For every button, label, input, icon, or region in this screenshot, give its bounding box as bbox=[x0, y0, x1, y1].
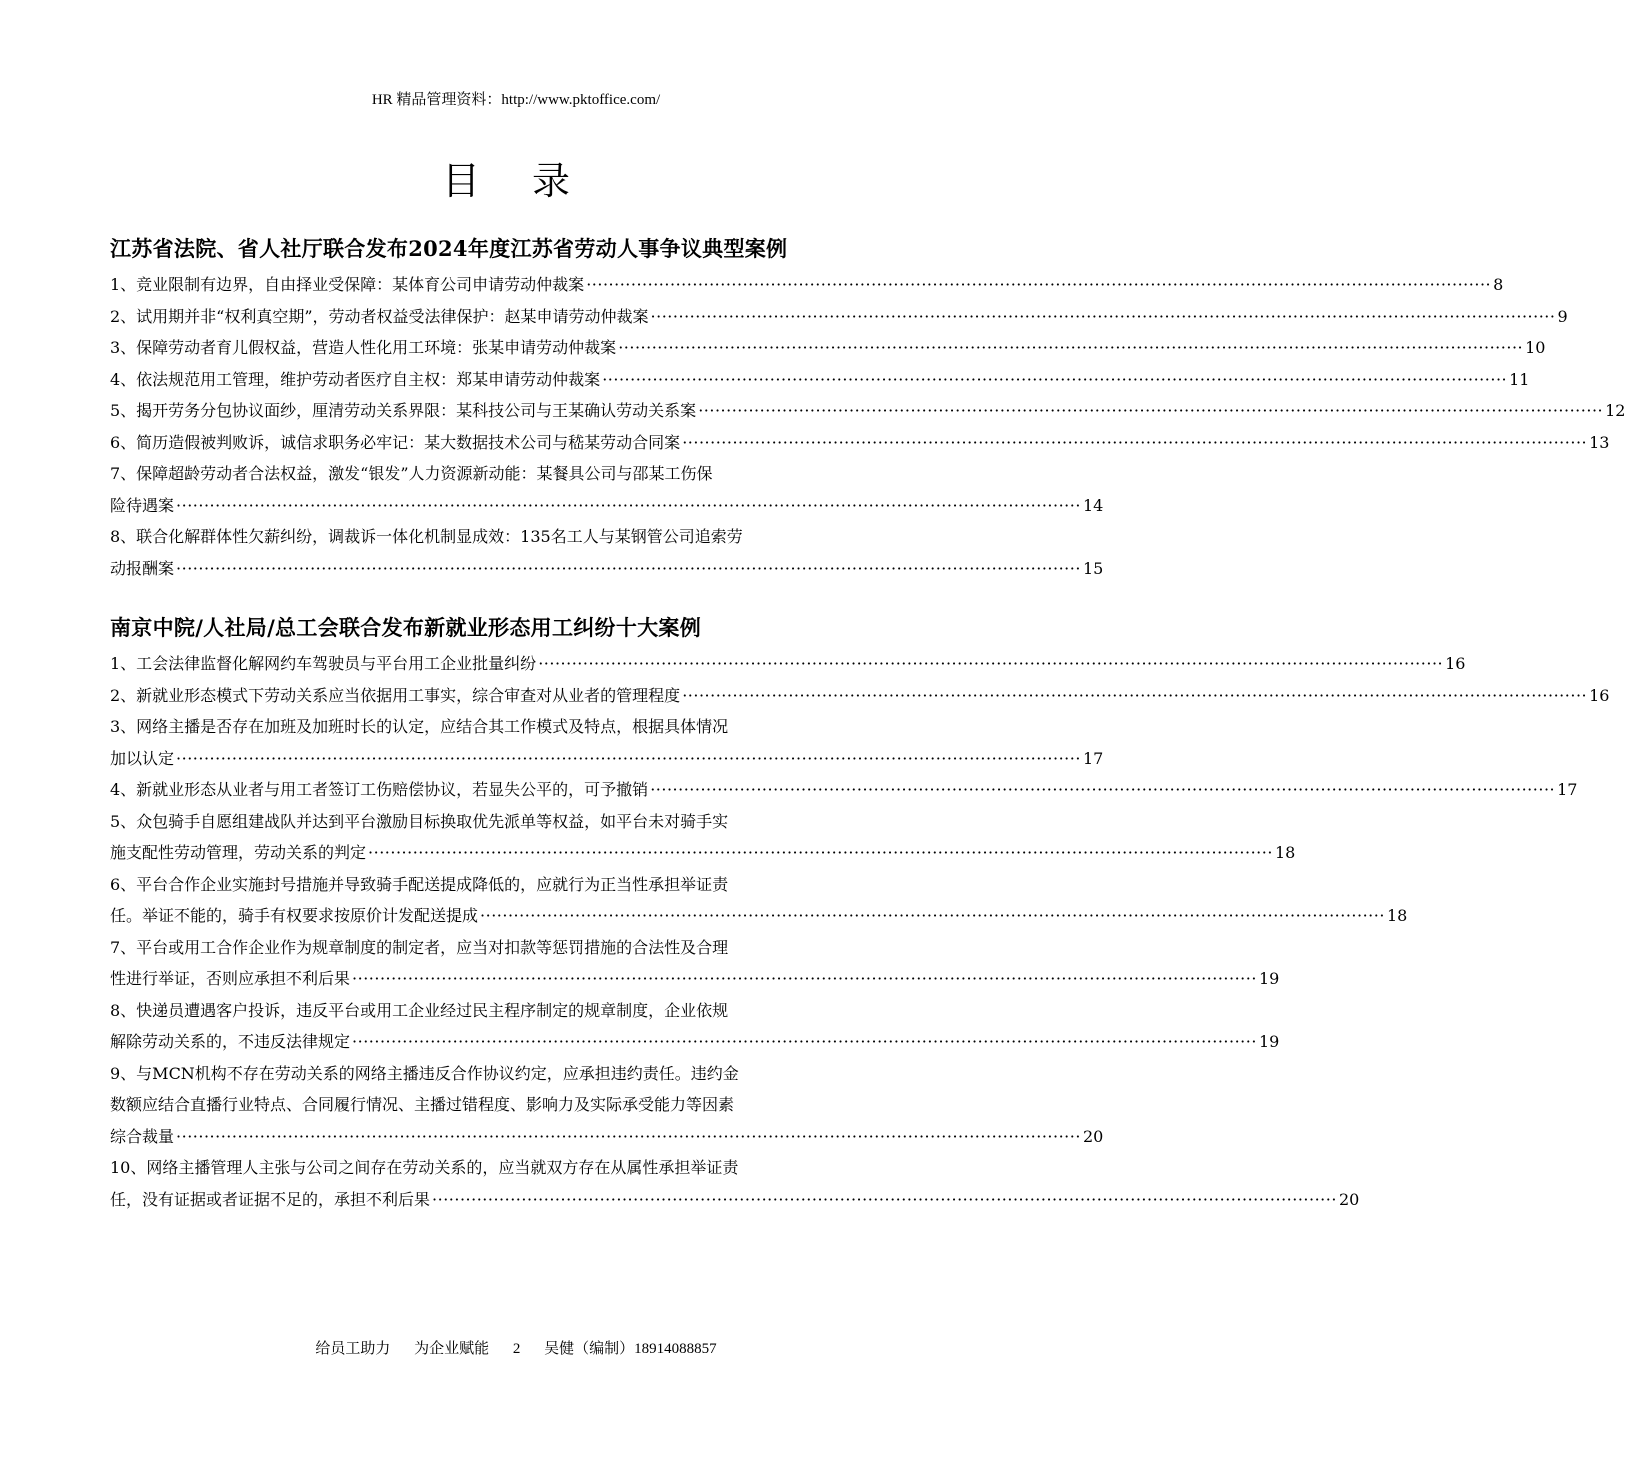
toc-entry-line bbox=[110, 648, 1466, 680]
toc-page-number: 11 bbox=[1509, 369, 1530, 389]
toc-page-number: 10 bbox=[1525, 338, 1546, 357]
toc-page-number: 19 bbox=[1258, 1032, 1280, 1051]
toc-entry-line bbox=[110, 490, 1104, 522]
dot-leader bbox=[480, 900, 1385, 932]
toc-page-number: 8 bbox=[1493, 275, 1504, 294]
dot-leader bbox=[432, 1184, 1337, 1216]
page-footer bbox=[0, 1337, 1032, 1358]
toc-entry-text: 9、与MCN机构不存在劳动关系的网络主播违反合作协议约定，应承担违约责任。违约金 bbox=[110, 1063, 739, 1083]
toc-entry-text: 6、简历造假被判败诉，诚信求职务必牢记：某大数据技术公司与嵇某劳动合同案 bbox=[110, 432, 681, 452]
footer-page-number: 2 bbox=[512, 1341, 521, 1357]
dot-leader bbox=[176, 490, 1081, 522]
toc-section-nanjing bbox=[110, 614, 1610, 1215]
dot-leader bbox=[368, 837, 1273, 869]
toc-entry-text: 1、工会法律监督化解网约车驾驶员与平台用工企业批量纠纷 bbox=[110, 654, 537, 673]
toc-entry-line bbox=[110, 774, 1578, 806]
toc-entry-text: 8、联合化解群体性欠薪纠纷，调裁诉一体化机制显成效：135名工人与某钢管公司追索劳 bbox=[110, 527, 743, 546]
dot-leader bbox=[176, 553, 1081, 585]
toc-entry-line bbox=[110, 364, 1530, 396]
toc-entry-text: 7、保障超龄劳动者合法权益，激发“银发”人力资源新动能：某餐具公司与邵某工伤保 bbox=[110, 464, 713, 483]
toc-entry[interactable] bbox=[110, 427, 1610, 459]
dot-leader bbox=[352, 963, 1257, 995]
toc-entry-line bbox=[110, 1184, 1360, 1216]
toc-page-number: 15 bbox=[1082, 558, 1104, 578]
dot-leader bbox=[651, 301, 1556, 333]
toc-entry-text-continued: 综合裁量 bbox=[110, 1126, 175, 1146]
toc-page-number: 12 bbox=[1605, 401, 1625, 420]
toc-entry-text: 1、竞业限制有边界，自由择业受保障：某体育公司申请劳动仲裁案 bbox=[110, 275, 585, 294]
toc-entry[interactable] bbox=[110, 932, 1280, 995]
toc-page-number: 20 bbox=[1082, 1126, 1104, 1146]
toc-entry-line bbox=[110, 1026, 1280, 1058]
toc-entry-line bbox=[110, 1121, 1104, 1153]
toc-entry-text-continued: 险待遇案 bbox=[110, 495, 175, 515]
toc-page-number: 19 bbox=[1258, 969, 1280, 988]
toc-entry-line bbox=[110, 427, 1610, 459]
footer-author: 吴健（编制）18914088857 bbox=[544, 1341, 717, 1357]
toc-entry-text-continued: 加以认定 bbox=[110, 748, 175, 768]
toc-entry[interactable] bbox=[110, 395, 1625, 427]
section-heading: 南京中院/人社局/总工会联合发布新就业形态用工纠纷十大案例 bbox=[110, 615, 702, 640]
toc-entry-text: 3、网络主播是否存在加班及加班时长的认定，应结合其工作模式及特点，根据具体情况 bbox=[110, 717, 729, 736]
dot-leader bbox=[698, 395, 1603, 427]
toc-page-number: 17 bbox=[1082, 748, 1104, 768]
toc-entry-text: 3、保障劳动者育儿假权益，营造人性化用工环境：张某申请劳动仲裁案 bbox=[110, 338, 617, 357]
toc-entry-text: 4、新就业形态从业者与用工者签订工伤赔偿协议，若显失公平的，可予撤销 bbox=[110, 780, 649, 799]
toc-entry-text-continued: 任，没有证据或者证据不足的，承担不利后果 bbox=[110, 1189, 431, 1209]
toc-entry-text: 5、众包骑手自愿组建战队并达到平台激励目标换取优先派单等权益，如平台未对骑手实 bbox=[110, 811, 729, 831]
dot-leader bbox=[352, 1026, 1257, 1058]
dot-leader bbox=[618, 332, 1523, 364]
page-title: 目 录 bbox=[441, 159, 591, 203]
toc-entry[interactable] bbox=[110, 774, 1578, 806]
toc-entry-text-continued: 数额应结合直播行业特点、合同履行情况、主播过错程度、影响力及实际承受能力等因素 bbox=[110, 1095, 735, 1114]
dot-leader bbox=[650, 774, 1555, 806]
footer-slogan-middle: 为企业赋能 bbox=[414, 1341, 490, 1357]
toc-entry[interactable] bbox=[110, 301, 1568, 333]
toc-entry-line bbox=[110, 837, 1296, 869]
toc-entry-text: 6、平台合作企业实施封号措施并导致骑手配送提成降低的，应就行为正当性承担举证责 bbox=[110, 874, 729, 894]
toc-list bbox=[110, 269, 1625, 584]
toc-page-number: 9 bbox=[1557, 306, 1568, 326]
toc-entry-line bbox=[110, 301, 1568, 333]
toc-entry-text-continued: 性进行举证，否则应承担不利后果 bbox=[110, 969, 351, 988]
toc-entry[interactable] bbox=[110, 269, 1504, 301]
toc-entry-text-continued: 任。举证不能的，骑手有权要求按原价计发配送提成 bbox=[110, 906, 479, 925]
toc-entry-text: 8、快递员遭遇客户投诉，违反平台或用工企业经过民主程序制定的规章制度，企业依规 bbox=[110, 1000, 729, 1020]
toc-entry-line bbox=[110, 553, 1104, 585]
toc-entry-line bbox=[110, 900, 1408, 932]
section-heading: 江苏省法院、省人社厅联合发布2024年度江苏省劳动人事争议典型案例 bbox=[110, 236, 788, 261]
toc-section-jiangsu bbox=[110, 235, 1625, 584]
toc-entry[interactable] bbox=[110, 1152, 1360, 1215]
toc-page-number: 17 bbox=[1557, 780, 1578, 799]
toc-entry[interactable] bbox=[110, 806, 1296, 869]
toc-entry[interactable] bbox=[110, 995, 1280, 1058]
dot-leader bbox=[682, 427, 1587, 459]
page-header: HR 精品管理资料：http://www.pktoffice.com/ bbox=[371, 92, 661, 108]
dot-leader bbox=[682, 680, 1587, 712]
toc-entry[interactable] bbox=[110, 869, 1408, 932]
toc-entry-text: 5、揭开劳务分包协议面纱，厘清劳动关系界限：某科技公司与王某确认劳动关系案 bbox=[110, 401, 697, 420]
toc-entry-text-continued: 施支配性劳动管理，劳动关系的判定 bbox=[110, 843, 367, 862]
toc-entry-line bbox=[110, 680, 1610, 712]
toc-entry-line bbox=[110, 395, 1625, 427]
toc-entry[interactable] bbox=[110, 648, 1466, 680]
dot-leader bbox=[538, 648, 1443, 680]
footer-slogan-left: 给员工助力 bbox=[315, 1341, 391, 1357]
toc-page-number: 13 bbox=[1589, 432, 1610, 452]
toc-entry[interactable] bbox=[110, 680, 1610, 712]
toc-entry-text-continued: 解除劳动关系的，不违反法律规定 bbox=[110, 1032, 351, 1051]
toc-entry[interactable] bbox=[110, 711, 1104, 774]
toc-entry[interactable] bbox=[110, 521, 1104, 584]
toc-entry-text-continued: 动报酬案 bbox=[110, 558, 175, 578]
toc-entry-line bbox=[110, 269, 1504, 301]
toc-entry-text: 2、新就业形态模式下劳动关系应当依据用工事实，综合审查对从业者的管理程度 bbox=[110, 685, 681, 705]
toc-entry-line bbox=[110, 963, 1280, 995]
toc-list bbox=[110, 648, 1610, 1215]
toc-entry[interactable] bbox=[110, 364, 1530, 396]
toc-page-number: 14 bbox=[1082, 495, 1104, 515]
toc-entry-text: 10、网络主播管理人主张与公司之间存在劳动关系的，应当就双方存在从属性承担举证责 bbox=[110, 1158, 739, 1177]
toc-page-number: 16 bbox=[1445, 654, 1466, 673]
toc-entry[interactable] bbox=[110, 458, 1104, 521]
toc-entry-text: 7、平台或用工合作企业作为规章制度的制定者，应当对扣款等惩罚措施的合法性及合理 bbox=[110, 937, 729, 957]
toc-entry-line bbox=[110, 743, 1104, 775]
dot-leader bbox=[602, 364, 1507, 396]
toc-entry-text: 4、依法规范用工管理，维护劳动者医疗自主权：郑某申请劳动仲裁案 bbox=[110, 369, 601, 389]
toc-page-number: 16 bbox=[1589, 685, 1610, 705]
toc-page-number: 20 bbox=[1338, 1189, 1360, 1209]
toc-page-number: 18 bbox=[1274, 843, 1296, 862]
toc-entry[interactable] bbox=[110, 1058, 1104, 1153]
toc-entry-line bbox=[110, 332, 1546, 364]
dot-leader bbox=[176, 743, 1081, 775]
toc-entry[interactable] bbox=[110, 332, 1546, 364]
dot-leader bbox=[176, 1121, 1081, 1153]
dot-leader bbox=[586, 269, 1491, 301]
toc-page-number: 18 bbox=[1386, 906, 1408, 925]
toc-entry-text: 2、试用期并非“权利真空期”，劳动者权益受法律保护：赵某申请劳动仲裁案 bbox=[110, 306, 649, 326]
